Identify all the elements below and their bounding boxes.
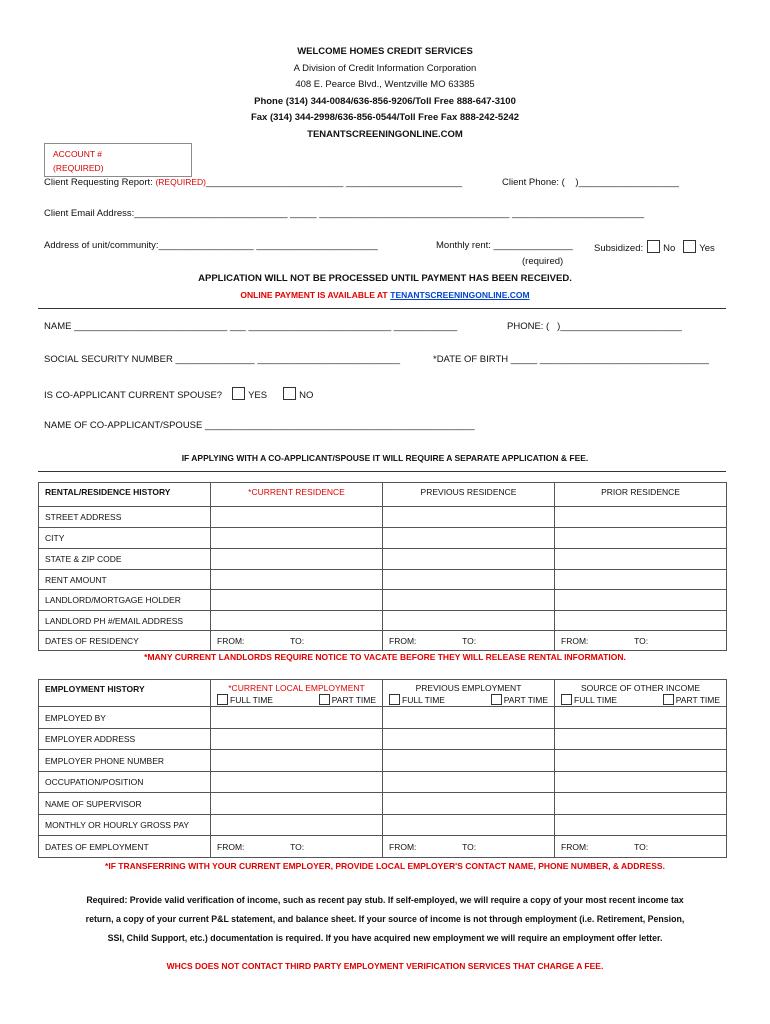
employment-row-label: EMPLOYER ADDRESS: [39, 729, 211, 750]
table-cell[interactable]: [383, 793, 555, 815]
full-time-checkbox[interactable]: [389, 694, 400, 705]
rental-row-label: STATE & ZIP CODE: [39, 549, 211, 570]
employment-previous-options: [385, 693, 552, 705]
monthly-rent-row[interactable]: [436, 240, 573, 251]
income-note-line-2: return, a copy of your current P&L statement, and balance sheet. If your source of income is not through employment (i.e. Retirement, Pension,: [85, 914, 685, 924]
employment-header-current: [211, 680, 383, 707]
subsidized-row: [594, 240, 715, 254]
table-row: [39, 750, 727, 772]
rental-row-label: DATES OF RESIDENCY: [39, 631, 211, 651]
table-cell[interactable]: [383, 707, 555, 729]
full-time-checkbox[interactable]: [561, 694, 572, 705]
table-cell[interactable]: [555, 772, 727, 793]
monthly-rent-label: Monthly rent:: [436, 240, 491, 251]
table-row: [39, 570, 727, 590]
table-row: [39, 772, 727, 793]
residency-previous-dates[interactable]: [383, 631, 555, 651]
subsidized-no-checkbox[interactable]: [647, 240, 660, 253]
table-cell[interactable]: [211, 528, 383, 549]
table-row: [39, 528, 727, 549]
rental-history-table: [38, 482, 727, 651]
part-time-checkbox[interactable]: [663, 694, 674, 705]
table-cell[interactable]: [555, 793, 727, 815]
income-verification-note: [40, 891, 730, 948]
applicant-name-line[interactable]: _____________________________ ___ ___________________________ ____________: [74, 321, 458, 332]
employment-row-label: MONTHLY OR HOURLY GROSS PAY: [39, 815, 211, 836]
fax-line: Fax (314) 344-2998/636-856-0544/Toll Free Fax 888-242-5242: [250, 112, 520, 123]
part-time-label: PART TIME: [675, 695, 720, 705]
table-cell[interactable]: [383, 815, 555, 836]
residency-current-dates[interactable]: [211, 631, 383, 651]
spouse-no-checkbox[interactable]: [283, 387, 296, 400]
spouse-question-row: [44, 387, 313, 401]
spouse-yes-label: YES: [248, 390, 268, 401]
subsidized-label: Subsidized:: [594, 243, 644, 254]
employment-previous-title: PREVIOUS EMPLOYMENT: [415, 683, 522, 693]
table-cell[interactable]: [383, 750, 555, 772]
table-row: [39, 836, 727, 858]
employment-row-label: NAME OF SUPERVISOR: [39, 793, 211, 815]
unit-address-row[interactable]: [44, 240, 378, 251]
applicant-phone-close: ): [557, 321, 561, 332]
from-label: FROM:: [561, 841, 589, 852]
full-time-label: FULL TIME: [230, 695, 273, 705]
part-time-label: PART TIME: [331, 695, 376, 705]
client-phone-close: ): [575, 177, 579, 188]
table-cell[interactable]: [383, 570, 555, 590]
rental-header-prior: PRIOR RESIDENCE: [555, 483, 727, 507]
online-payment-row: [0, 290, 770, 301]
monthly-rent-line[interactable]: _______________: [493, 240, 573, 251]
table-cell[interactable]: [211, 590, 383, 611]
rental-header-previous: PREVIOUS RESIDENCE: [383, 483, 555, 507]
co-applicant-label: NAME OF CO-APPLICANT/SPOUSE: [44, 420, 203, 431]
residency-prior-dates[interactable]: [555, 631, 727, 651]
table-cell[interactable]: [211, 570, 383, 590]
division-line: A Division of Credit Information Corporation: [293, 62, 477, 74]
co-applicant-row[interactable]: [44, 420, 474, 431]
table-cell[interactable]: [555, 815, 727, 836]
co-applicant-fee-note: IF APPLYING WITH A CO-APPLICANT/SPOUSE IT WILL REQUIRE A SEPARATE APPLICATION & FEE.: [181, 453, 589, 463]
table-cell[interactable]: [211, 729, 383, 750]
client-email-label: Client Email Address:: [44, 208, 135, 219]
table-cell[interactable]: [555, 707, 727, 729]
employment-current-options: [213, 693, 380, 705]
part-time-option[interactable]: [491, 694, 548, 705]
applicant-phone-line[interactable]: _______________________: [560, 321, 682, 332]
from-label: FROM:: [217, 635, 245, 646]
table-row: [39, 793, 727, 815]
to-label: TO:: [634, 841, 649, 852]
subsidized-no-label: No: [663, 243, 676, 254]
applicant-phone-row[interactable]: [507, 321, 682, 332]
company-address: 408 E. Pearce Blvd., Wentzville MO 63385: [295, 79, 475, 90]
full-time-label: FULL TIME: [574, 695, 617, 705]
table-cell[interactable]: [383, 507, 555, 528]
table-row: [39, 631, 727, 651]
part-time-option[interactable]: [319, 694, 376, 705]
table-cell[interactable]: [211, 772, 383, 793]
rental-row-label: CITY: [39, 528, 211, 549]
dob-line[interactable]: _____ ________________________________: [510, 354, 709, 365]
company-name: WELCOME HOMES CREDIT SERVICES: [297, 46, 473, 57]
employment-other-dates[interactable]: [555, 836, 727, 858]
employment-header-row: [39, 680, 727, 707]
employment-row-label: EMPLOYER PHONE NUMBER: [39, 750, 211, 772]
rental-row-label: LANDLORD PH #/EMAIL ADDRESS: [39, 611, 211, 631]
table-cell[interactable]: [555, 507, 727, 528]
table-row: [39, 729, 727, 750]
employment-row-label: DATES OF EMPLOYMENT: [39, 836, 211, 858]
letterhead: [0, 44, 770, 143]
spouse-no-label: NO: [299, 390, 314, 401]
employment-row-label: EMPLOYED BY: [39, 707, 211, 729]
table-row: [39, 590, 727, 611]
full-time-option[interactable]: [561, 694, 617, 705]
unit-address-line[interactable]: __________________ _______________________: [158, 240, 378, 251]
employment-previous-dates[interactable]: [383, 836, 555, 858]
employment-header-other: [555, 680, 727, 707]
client-requesting-label: Client Requesting Report:: [44, 177, 153, 188]
table-cell[interactable]: [555, 549, 727, 570]
full-time-label: FULL TIME: [402, 695, 445, 705]
table-cell[interactable]: [555, 528, 727, 549]
table-cell[interactable]: [555, 750, 727, 772]
full-time-checkbox[interactable]: [217, 694, 228, 705]
employment-current-title: *CURRENT LOCAL EMPLOYMENT: [228, 683, 365, 693]
table-cell[interactable]: [211, 507, 383, 528]
client-phone-row[interactable]: [502, 177, 679, 188]
client-phone-line[interactable]: ___________________: [578, 177, 679, 188]
table-cell[interactable]: [211, 611, 383, 631]
part-time-option[interactable]: [663, 694, 720, 705]
table-cell[interactable]: [211, 549, 383, 570]
part-time-checkbox[interactable]: [491, 694, 502, 705]
employment-other-title: SOURCE OF OTHER INCOME: [580, 683, 700, 693]
table-cell[interactable]: [555, 590, 727, 611]
applicant-phone-label: PHONE: (: [507, 321, 550, 332]
rental-row-label: STREET ADDRESS: [39, 507, 211, 528]
part-time-checkbox[interactable]: [319, 694, 330, 705]
third-party-warning: WHCS DOES NOT CONTACT THIRD PARTY EMPLOYMENT VERIFICATION SERVICES THAT CHARGE A FEE.: [166, 961, 604, 971]
table-cell[interactable]: [211, 793, 383, 815]
from-label: FROM:: [561, 635, 589, 646]
full-time-option[interactable]: [389, 694, 445, 705]
client-requesting-required: (REQUIRED): [155, 177, 206, 187]
table-cell[interactable]: [383, 729, 555, 750]
table-cell[interactable]: [383, 772, 555, 793]
applicant-name-label: NAME: [44, 321, 72, 332]
table-cell[interactable]: [383, 528, 555, 549]
ssn-label: SOCIAL SECURITY NUMBER: [44, 354, 173, 365]
transfer-notice: *IF TRANSFERRING WITH YOUR CURRENT EMPLOYER, PROVIDE LOCAL EMPLOYER'S CONTACT NAME, PHONE NUMBER, & ADDRESS.: [105, 861, 665, 871]
ssn-row[interactable]: [44, 354, 400, 365]
rental-header-title: RENTAL/RESIDENCE HISTORY: [39, 483, 211, 507]
client-email-line[interactable]: _____________________________ _____ ____________________________________ _________________________: [134, 208, 645, 219]
co-applicant-line[interactable]: ___________________________________________________: [205, 420, 475, 431]
table-row: [39, 611, 727, 631]
to-label: TO:: [290, 635, 305, 646]
table-cell[interactable]: [211, 815, 383, 836]
dob-row[interactable]: [433, 354, 709, 365]
income-note-line-3: SSI, Child Support, etc.) documentation is required. If you have acquired new employment we will require an employment offer letter.: [107, 933, 663, 943]
table-row: [39, 707, 727, 729]
full-time-option[interactable]: [217, 694, 273, 705]
payment-warning: APPLICATION WILL NOT BE PROCESSED UNTIL PAYMENT HAS BEEN RECEIVED.: [198, 273, 572, 284]
to-label: TO:: [462, 841, 477, 852]
employment-header-previous: [383, 680, 555, 707]
section-divider-mid: [38, 471, 726, 472]
part-time-label: PART TIME: [503, 695, 548, 705]
phone-line: Phone (314) 344-0084/636-856-9206/Toll Free 888-647-3100: [254, 95, 516, 107]
table-row: [39, 815, 727, 836]
table-cell[interactable]: [211, 707, 383, 729]
rental-header-current: *CURRENT RESIDENCE: [211, 483, 383, 507]
section-divider-top: [38, 308, 726, 309]
employment-current-dates[interactable]: [211, 836, 383, 858]
rental-header-row: [39, 483, 727, 507]
rent-required-note: (required): [522, 256, 564, 267]
account-number-box[interactable]: [44, 143, 192, 177]
landlord-notice: *MANY CURRENT LANDLORDS REQUIRE NOTICE TO VACATE BEFORE THEY WILL RELEASE RENTAL INFORMATION.: [144, 652, 626, 662]
table-cell[interactable]: [211, 750, 383, 772]
table-row: [39, 507, 727, 528]
unit-address-label: Address of unit/community:: [44, 240, 159, 251]
online-payment-link[interactable]: TENANTSCREENINGONLINE.COM: [390, 290, 530, 300]
from-label: FROM:: [389, 841, 417, 852]
ssn-line[interactable]: _______________ ___________________________: [175, 354, 400, 365]
spouse-question-label: IS CO-APPLICANT CURRENT SPOUSE?: [44, 390, 223, 401]
client-phone-label: Client Phone: (: [502, 177, 565, 188]
subsidized-yes-checkbox[interactable]: [683, 240, 696, 253]
table-cell[interactable]: [383, 611, 555, 631]
table-cell[interactable]: [555, 570, 727, 590]
to-label: TO:: [462, 635, 477, 646]
online-payment-label: ONLINE PAYMENT IS AVAILABLE AT: [240, 290, 388, 300]
from-label: FROM:: [217, 841, 245, 852]
rental-row-label: RENT AMOUNT: [39, 570, 211, 590]
table-cell[interactable]: [555, 611, 727, 631]
website-line: TENANTSCREENINGONLINE.COM: [307, 128, 463, 140]
table-cell[interactable]: [383, 549, 555, 570]
to-label: TO:: [290, 841, 305, 852]
applicant-name-row[interactable]: [44, 321, 457, 332]
employment-row-label: OCCUPATION/POSITION: [39, 772, 211, 793]
client-email-row[interactable]: [44, 208, 644, 219]
income-note-line-1: Required: Provide valid verification of income, such as recent pay stub. If self-employed, we will require a copy of your most recent income tax: [86, 895, 684, 905]
client-requesting-line[interactable]: __________________________ ______________________: [205, 177, 463, 188]
account-label: ACCOUNT #: [53, 149, 102, 159]
table-cell[interactable]: [555, 729, 727, 750]
to-label: TO:: [634, 635, 649, 646]
spouse-yes-checkbox[interactable]: [232, 387, 245, 400]
employment-other-options: [557, 693, 724, 705]
client-requesting-row[interactable]: [44, 177, 462, 188]
subsidized-yes-label: Yes: [699, 243, 715, 254]
employment-header-title: EMPLOYMENT HISTORY: [39, 680, 211, 707]
table-cell[interactable]: [383, 590, 555, 611]
from-label: FROM:: [389, 635, 417, 646]
rental-row-label: LANDLORD/MORTGAGE HOLDER: [39, 590, 211, 611]
employment-history-table: [38, 679, 727, 858]
table-row: [39, 549, 727, 570]
account-required: (REQUIRED): [53, 163, 104, 173]
dob-label: *DATE OF BIRTH: [433, 354, 509, 365]
